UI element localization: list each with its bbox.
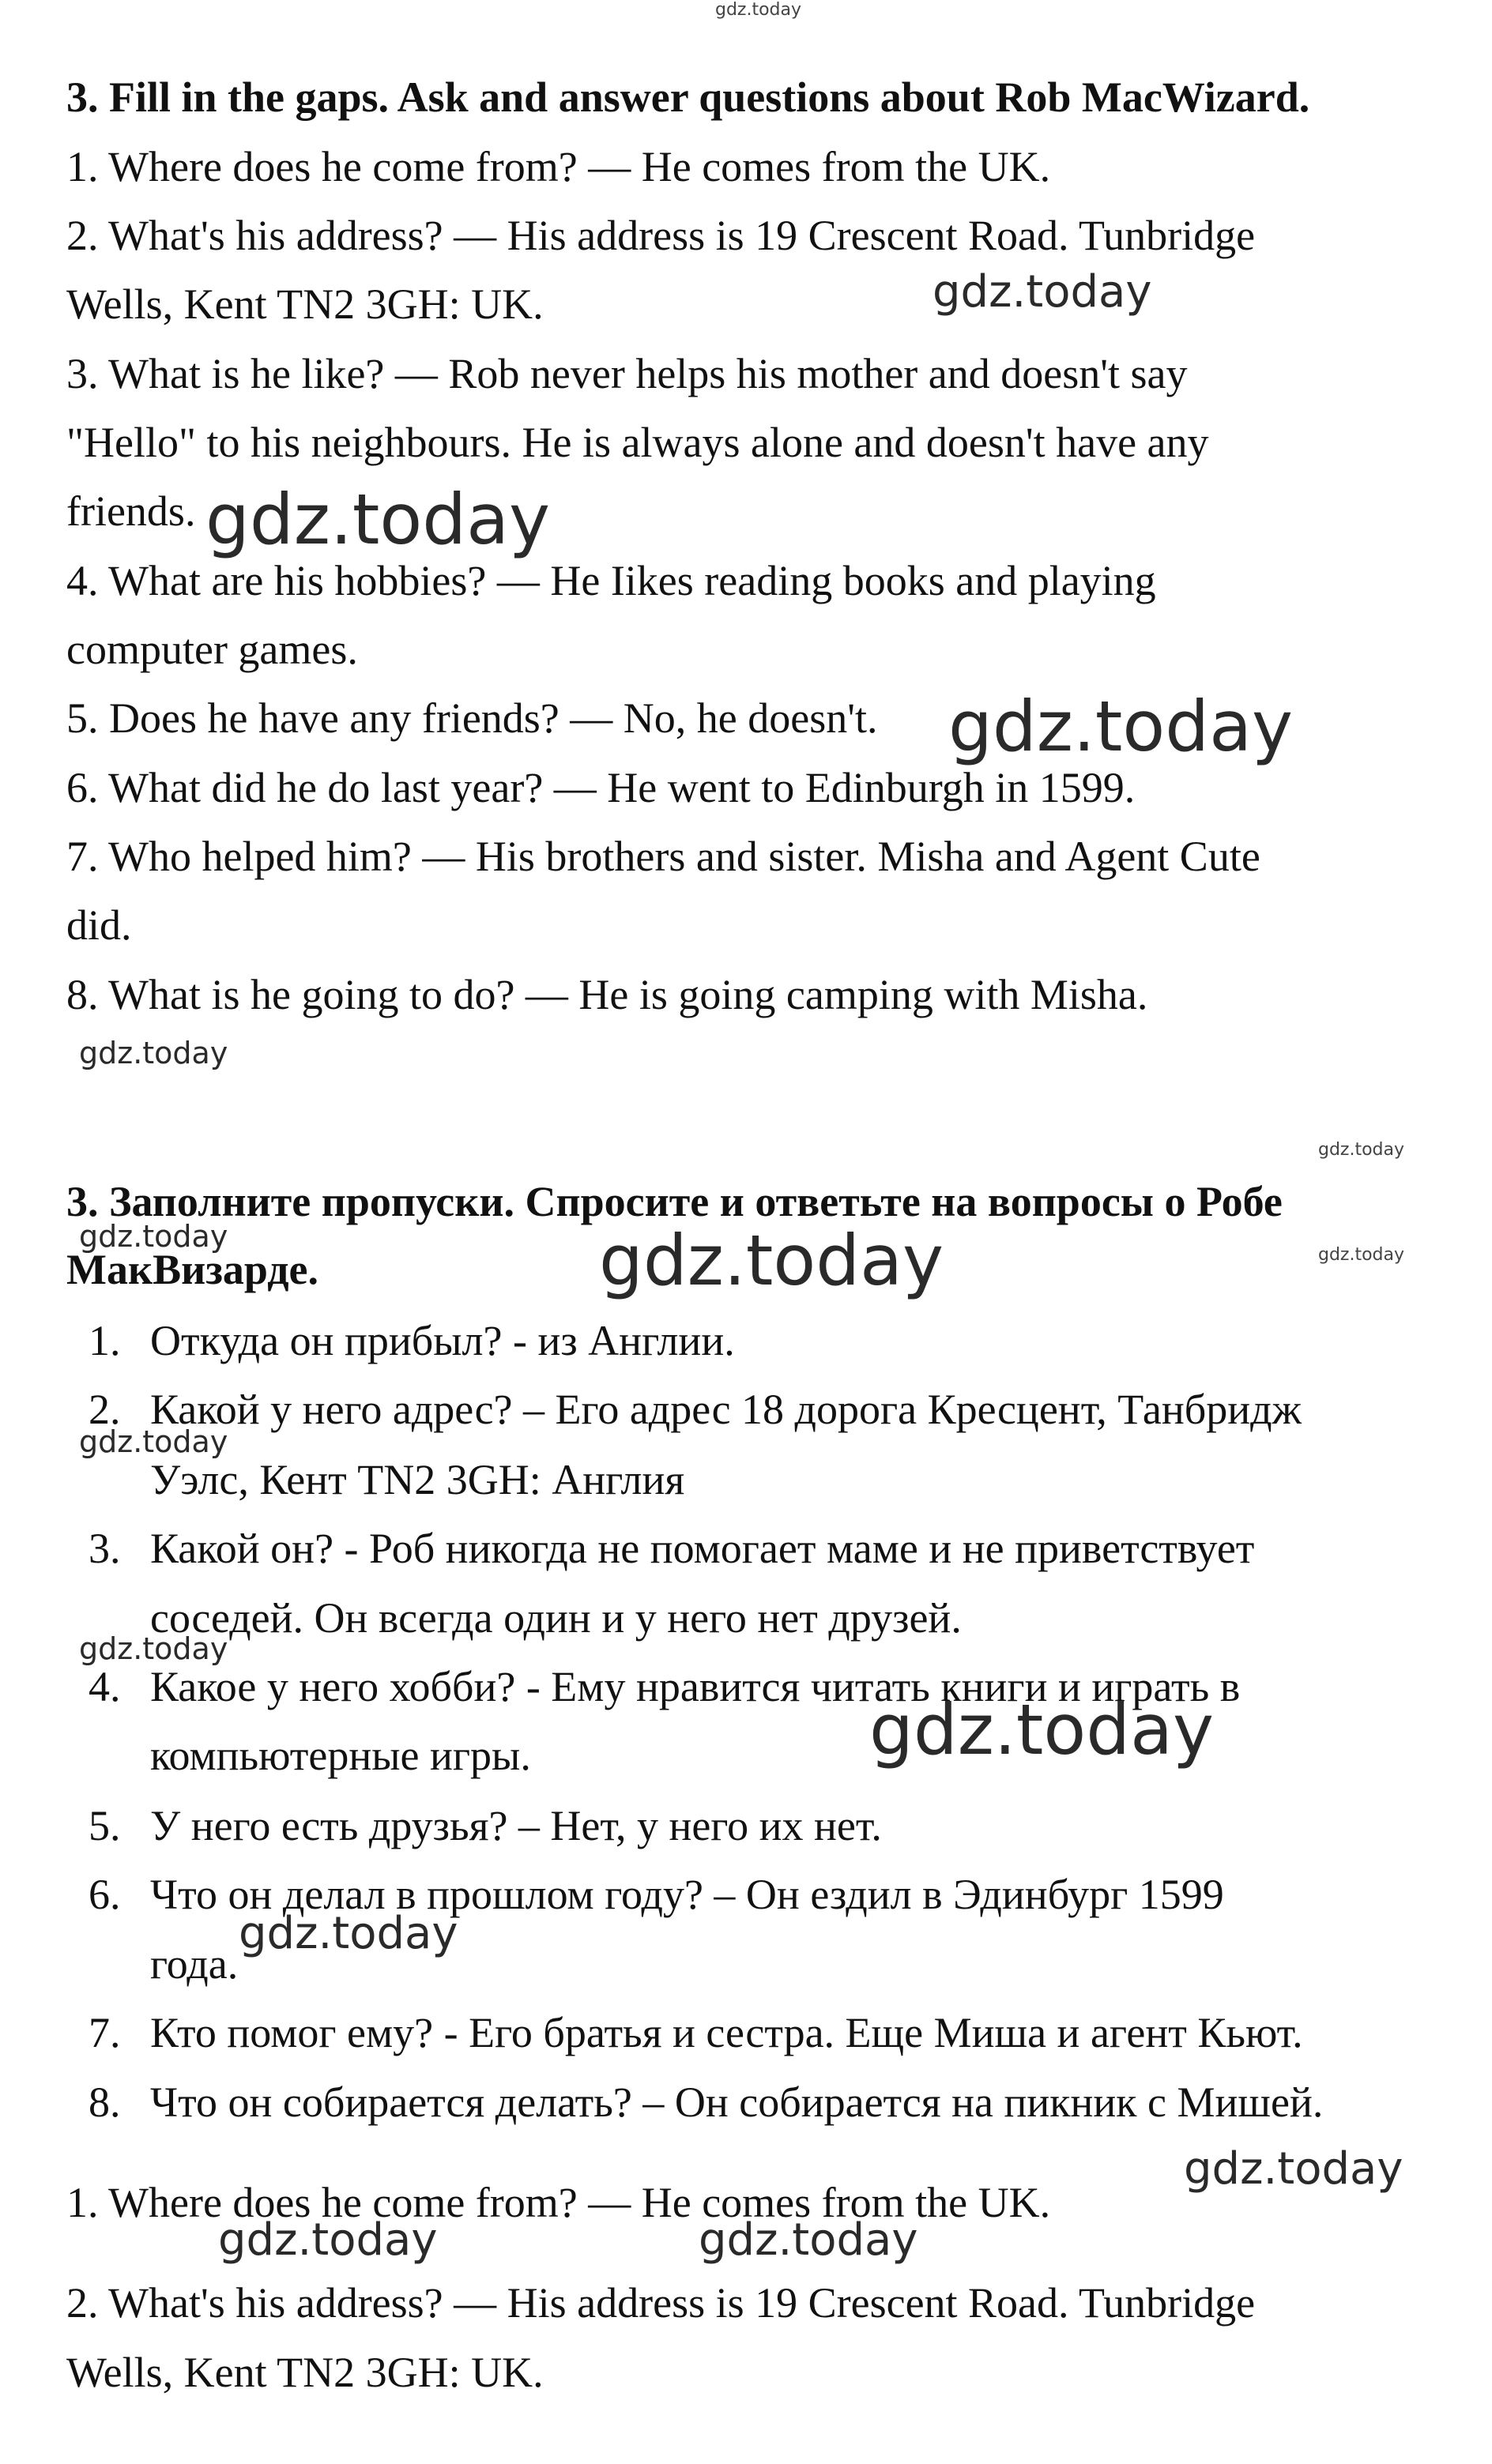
watermark-text: gdz.today [715, 0, 802, 20]
list-item: Откуда он прибыл? - из Англии. [150, 1317, 735, 1364]
list-item: Что он собирается делать? – Он собирается на пикник с Мишей. [150, 2078, 1324, 2126]
watermark-text: gdz.today [79, 1219, 228, 1254]
english-heading: 3. Fill in the gaps. Ask and answer questions about Rob MacWizard. [66, 73, 1310, 121]
watermark-text: gdz.today [1318, 1245, 1405, 1265]
watermark-text: gdz.today [1184, 2143, 1403, 2195]
watermark-text: gdz.today [79, 1424, 228, 1459]
english-line: 4. What are his hobbies? — He Iikes reading books and playing [66, 557, 1156, 604]
list-item: соседей. Он всегда один и у него нет друзей. [150, 1594, 962, 1642]
list-item: Что он делал в прошлом году? – Он ездил в Эдинбург 1599 [150, 1871, 1224, 1918]
russian-heading: 3. Заполните пропуски. Спросите и ответьте на вопросы о Робе [66, 1178, 1283, 1225]
watermark-text: gdz.today [1318, 1140, 1405, 1160]
english-line: computer games. [66, 626, 358, 673]
list-item: Кто помог ему? - Его братья и сестра. Еще Миша и агент Кьют. [150, 2009, 1303, 2056]
list-number: 3. [89, 1525, 121, 1572]
list-number: 6. [89, 1871, 121, 1918]
repeat-line: 2. What's his address? — His address is 19 Crescent Road. Tunbridge [66, 2279, 1256, 2327]
list-item: У него есть друзья? – Нет, у него их нет. [150, 1802, 882, 1849]
russian-heading: МакВизарде. [66, 1246, 319, 1293]
english-line: 6. What did he do last year? — He went to Edinburgh in 1599. [66, 764, 1136, 811]
english-line: Wells, Kent TN2 3GH: UK. [66, 280, 544, 328]
list-number: 4. [89, 1663, 121, 1710]
watermark-text: gdz.today [239, 1908, 458, 1959]
list-number: 5. [89, 1802, 121, 1849]
english-line: 3. What is he like? — Rob never helps his mother and doesn't say [66, 350, 1188, 397]
watermark-text: gdz.today [79, 1631, 228, 1666]
english-line: 2. What's his address? — His address is 19 Crescent Road. Tunbridge [66, 212, 1256, 259]
list-number: 7. [89, 2009, 121, 2056]
watermark-text: gdz.today [599, 1220, 944, 1301]
repeat-line: 1. Where does he come from? — He comes from the UK. [66, 2179, 1051, 2226]
repeat-line: Wells, Kent TN2 3GH: UK. [66, 2349, 544, 2396]
watermark-text: gdz.today [205, 479, 551, 560]
watermark-text: gdz.today [869, 1689, 1215, 1770]
english-line: did. [66, 901, 132, 949]
english-line: 5. Does he have any friends? — No, he doesn't. [66, 694, 878, 742]
list-item: Уэлс, Кент TN2 3GH: Англия [150, 1456, 685, 1503]
list-item: компьютерные игры. [150, 1732, 531, 1779]
english-line: "Hello" to his neighbours. He is always alone and doesn't have any [66, 419, 1209, 466]
list-item: Какой у него адрес? – Его адрес 18 дорога Кресцент, Танбридж [150, 1386, 1302, 1433]
watermark-text: gdz.today [948, 686, 1294, 767]
watermark-text: gdz.today [79, 1036, 228, 1070]
watermark-text: gdz.today [218, 2214, 438, 2266]
list-number: 1. [89, 1317, 121, 1364]
list-number: 8. [89, 2078, 121, 2126]
watermark-text: gdz.today [699, 2214, 918, 2266]
list-item: года. [150, 1940, 239, 1988]
english-line: 7. Who helped him? — His brothers and sister. Misha and Agent Cute [66, 833, 1260, 880]
list-item: Какое у него хобби? - Ему нравится читать книги и играть в [150, 1663, 1241, 1710]
english-line: 1. Where does he come from? — He comes from the UK. [66, 143, 1051, 190]
list-number: 2. [89, 1386, 121, 1433]
list-item: Какой он? - Роб никогда не помогает маме и не приветствует [150, 1525, 1255, 1572]
english-line: 8. What is he going to do? — He is going camping with Misha. [66, 971, 1148, 1018]
watermark-text: gdz.today [932, 266, 1152, 318]
english-line: friends. [66, 487, 196, 535]
